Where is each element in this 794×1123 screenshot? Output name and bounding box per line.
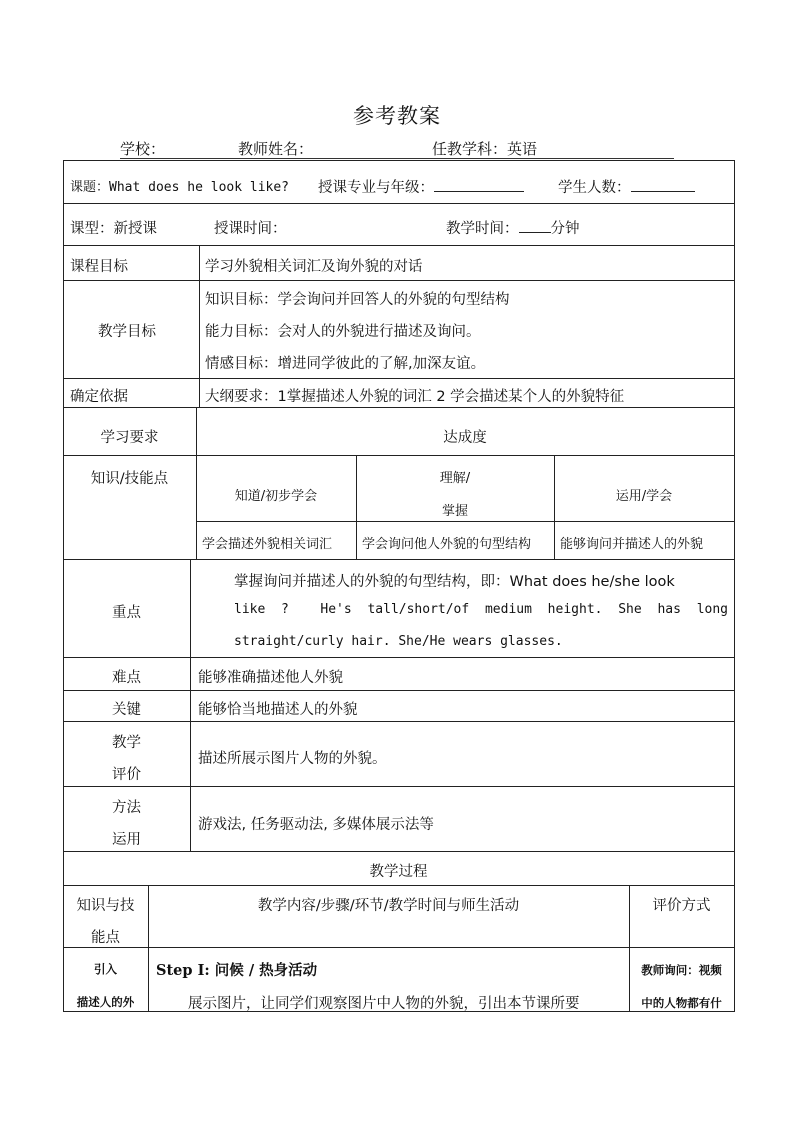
row-label-1: 引入 xyxy=(94,962,117,976)
basis-value: 大纲要求：1掌握描述人外貌的词汇 2 学会描述某个人的外貌特征 xyxy=(205,389,625,405)
col-know: 知道/初步学会 xyxy=(234,489,318,504)
lesson-time-label: 授课时间： xyxy=(214,221,287,237)
level-label: 达成度 xyxy=(443,430,487,446)
goal-ability: 能力目标：会对人的外貌进行描述及询问。 xyxy=(205,324,481,340)
duration-label: 教学时间： xyxy=(446,221,519,237)
step-text: 展示图片，让同学们观察图片中人物的外貌，引出本节课所要 xyxy=(188,996,580,1012)
process-title: 教学过程 xyxy=(369,864,428,880)
major-grade xyxy=(318,176,524,197)
key-value: 能够恰当地描述人的外貌 xyxy=(198,702,358,718)
duration-unit: 分钟 xyxy=(550,221,580,237)
process-col1-line1: 知识与技 xyxy=(76,898,135,914)
method-value: 游戏法, 任务驱动法, 多媒体展示法等 xyxy=(198,817,434,833)
difficulty-value: 能够准确描述他人外貌 xyxy=(198,670,343,686)
lesson-type: 课型：新授课 xyxy=(70,221,157,237)
key-label: 关键 xyxy=(112,702,141,718)
process-col3: 评价方式 xyxy=(652,898,711,914)
col-understand-2: 掌握 xyxy=(441,504,468,519)
key-point-line-1 xyxy=(234,570,675,591)
major-grade-label: 授课专业与年级： xyxy=(318,180,434,196)
knowledge-label: 知识/技能点 xyxy=(90,471,169,487)
process-col1-line2: 能点 xyxy=(91,930,120,946)
row-label-2: 描述人的外 xyxy=(76,995,135,1009)
school-label: 学校： xyxy=(120,140,166,158)
evaluation-label-1: 教学 xyxy=(112,735,141,751)
eval-line-2: 中的人物都有什 xyxy=(641,996,722,1010)
evaluation-label-2: 评价 xyxy=(112,767,141,783)
req-val-2: 学会询问他人外貌的句型结构 xyxy=(362,537,532,552)
method-label-1: 方法 xyxy=(112,800,141,816)
requirements-label: 学习要求 xyxy=(100,430,159,446)
duration xyxy=(446,217,580,238)
subject-label: 任教学科：英语 xyxy=(432,140,538,158)
step-title: Step I: 问候 / 热身活动 xyxy=(156,962,318,979)
req-val-3: 能够询问并描述人的外貌 xyxy=(560,537,704,552)
topic-value: 课题：What does he look like? xyxy=(70,180,290,195)
col-apply: 运用/学会 xyxy=(615,489,673,504)
key-point-line-3: straight/curly hair. She/He wears glasses. xyxy=(234,634,563,649)
major-grade-blank xyxy=(434,177,524,192)
process-col2: 教学内容/步骤/环节/教学时间与师生活动 xyxy=(257,898,520,914)
student-count xyxy=(558,176,695,197)
method-label-2: 运用 xyxy=(112,832,141,848)
duration-blank xyxy=(519,218,551,233)
students-blank xyxy=(631,177,695,192)
col-understand-1: 理解/ xyxy=(439,471,471,486)
goal-knowledge: 知识目标：学会询问并回答人的外貌的句型结构 xyxy=(205,292,510,308)
topic-text xyxy=(70,176,289,195)
course-goal-value: 学习外貌相关词汇及询外貌的对话 xyxy=(205,259,423,275)
teacher-label: 教师姓名： xyxy=(238,140,314,158)
key-point-text-1: 掌握询问并描述人的外貌的句型结构，即：What does he/she look xyxy=(234,574,675,590)
course-goal-label: 课程目标 xyxy=(70,259,128,275)
key-point-label: 重点 xyxy=(112,605,141,621)
key-point-line-2: like ? He's tall/short/of medium height. She has long xyxy=(234,602,728,617)
page-title: 参考教案 xyxy=(353,104,441,128)
header-line xyxy=(120,138,674,159)
teaching-goals-label: 教学目标 xyxy=(98,324,156,340)
evaluation-value: 描述所展示图片人物的外貌。 xyxy=(198,751,387,767)
req-val-1: 学会描述外貌相关词汇 xyxy=(202,537,333,552)
basis-label: 确定依据 xyxy=(70,389,128,405)
students-label: 学生人数： xyxy=(558,180,631,196)
goal-emotion: 情感目标：增进同学彼此的了解,加深友谊。 xyxy=(205,356,486,372)
difficulty-label: 难点 xyxy=(112,670,141,686)
eval-line-1: 教师询问：视频 xyxy=(641,963,722,977)
